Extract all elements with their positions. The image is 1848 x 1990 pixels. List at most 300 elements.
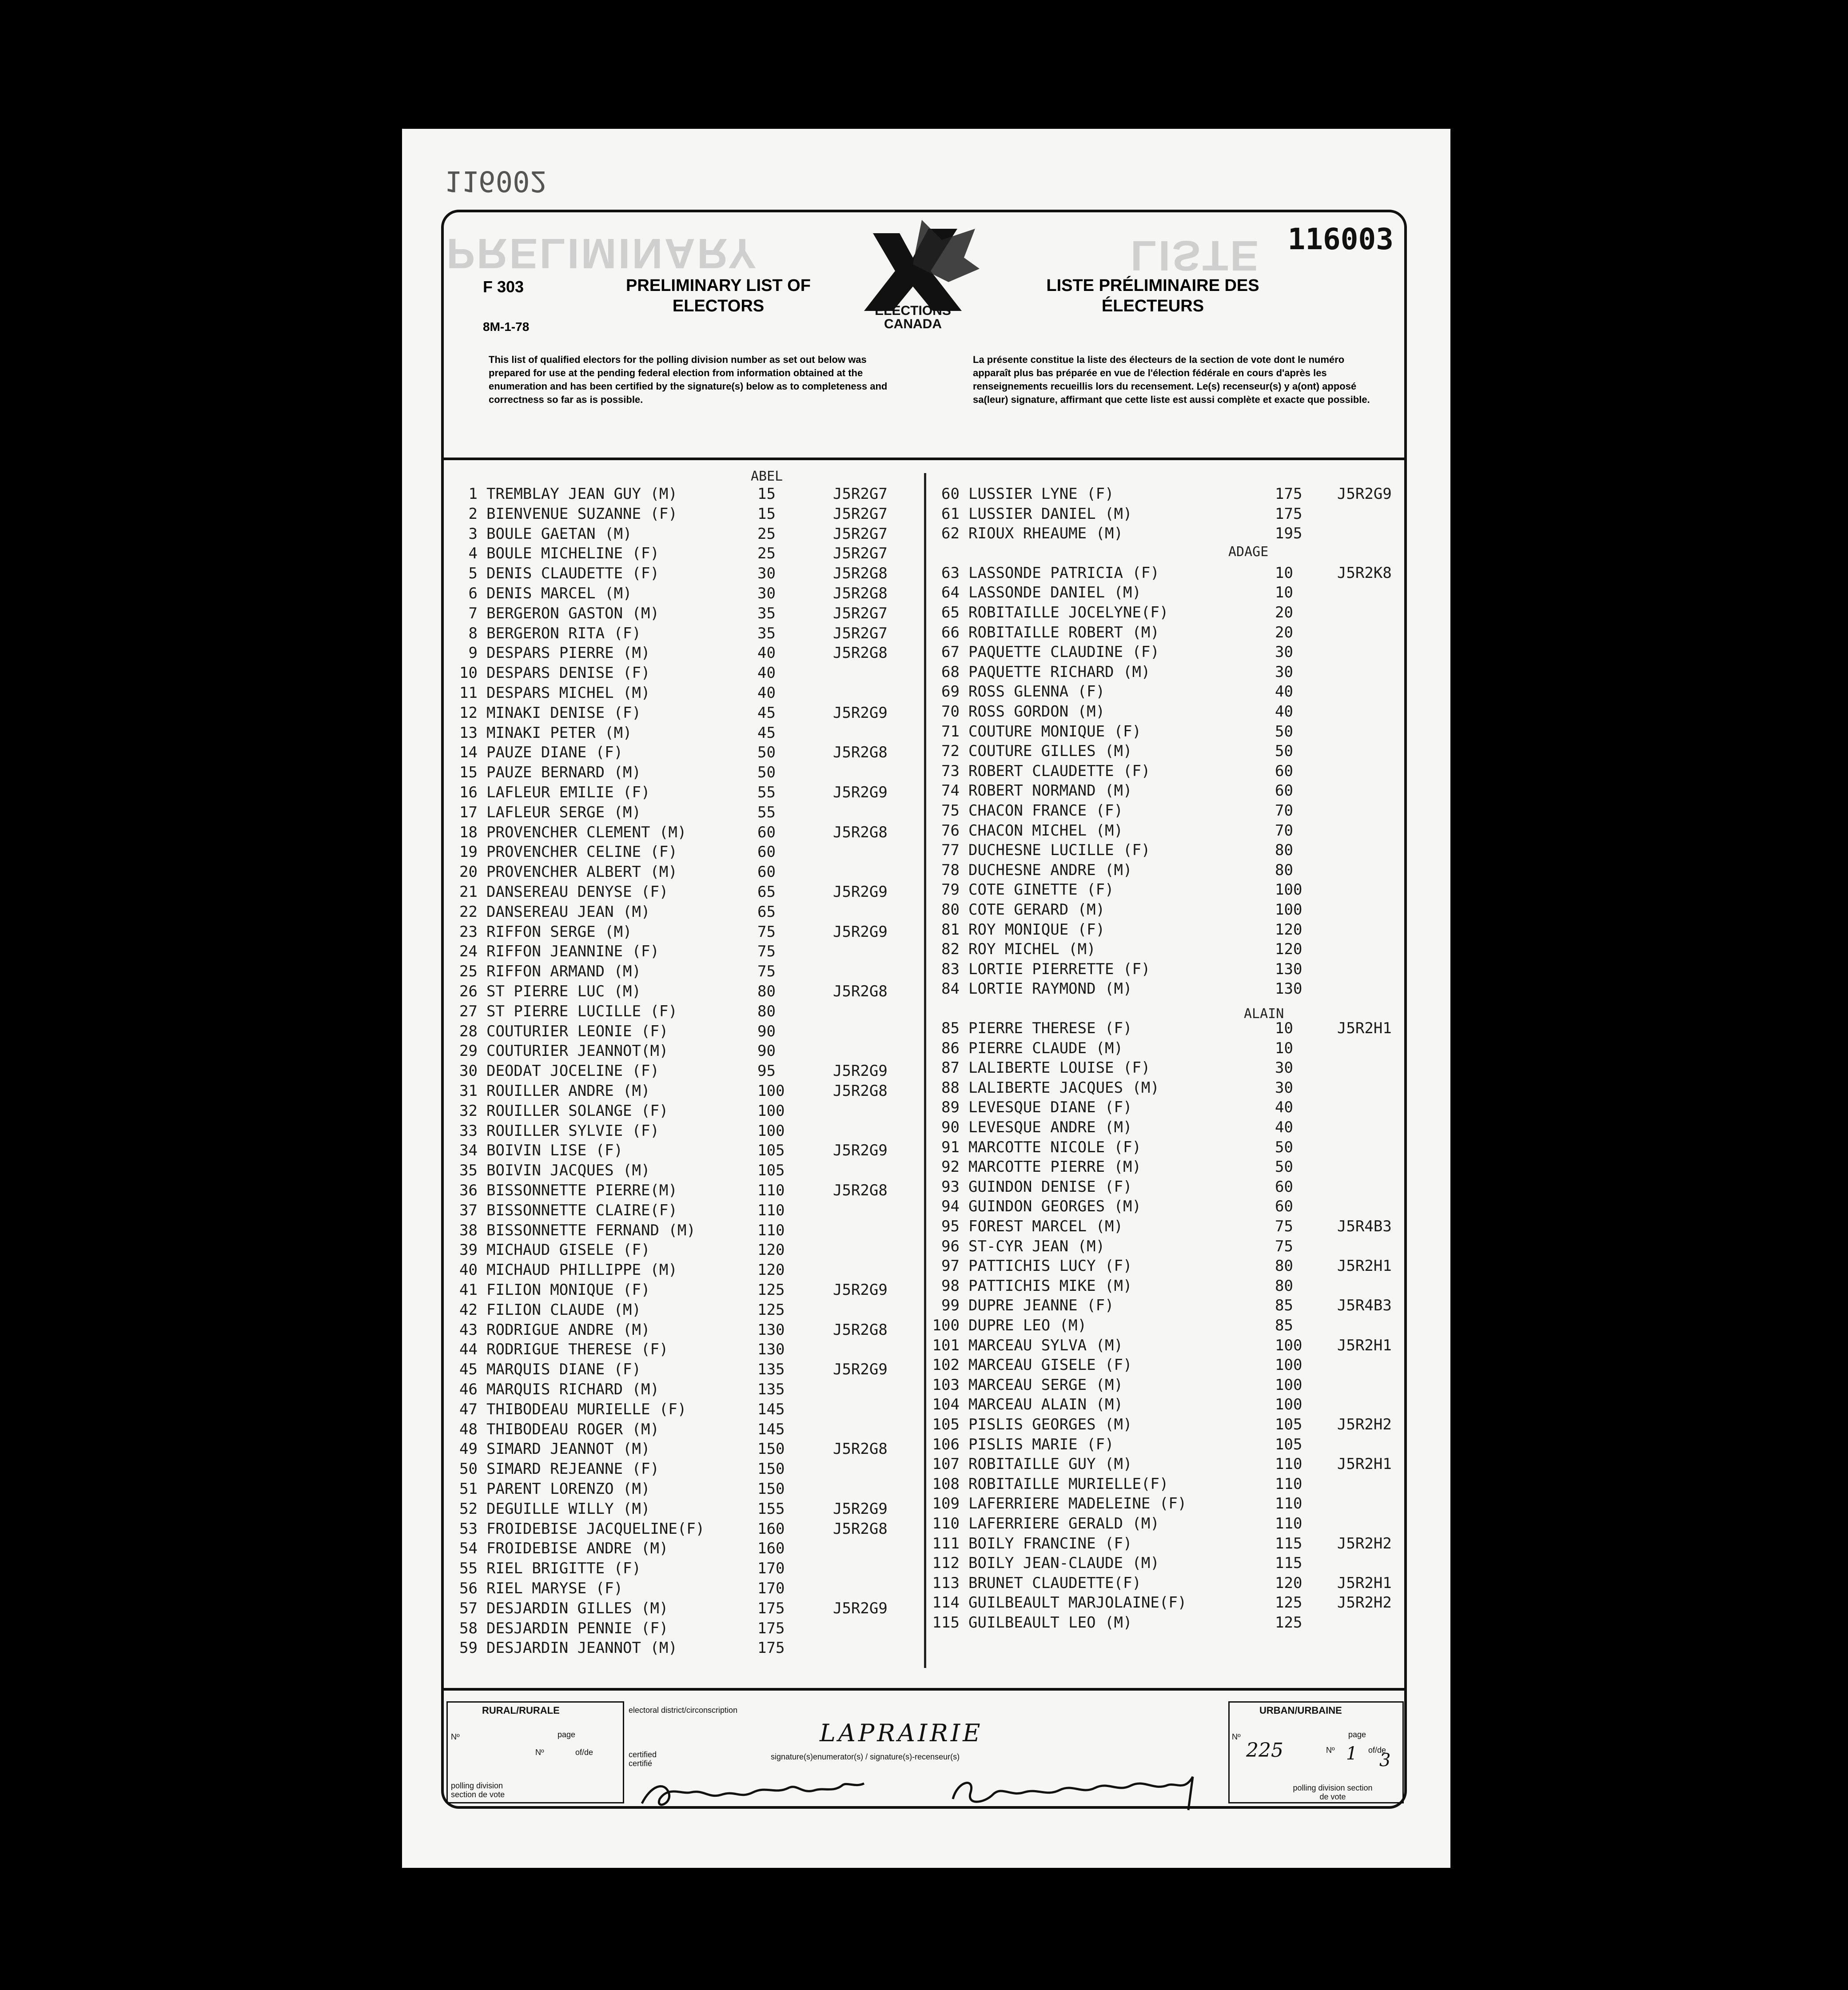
elector-address: 115	[1275, 1534, 1302, 1552]
elector-name: DANSEREAU DENYSE (F)	[486, 883, 669, 901]
elector-number: 49	[459, 1440, 478, 1458]
elector-number: 76	[941, 821, 960, 840]
elector-postal-code: J5R4B3	[1337, 1297, 1392, 1315]
elector-name: RIEL MARYSE (F)	[486, 1580, 623, 1597]
elector-name: GUINDON GEORGES (M)	[968, 1198, 1141, 1216]
elector-row	[446, 1061, 917, 1081]
elector-postal-code: J5R2G7	[833, 545, 888, 563]
elector-row	[446, 1619, 917, 1638]
elector-name: BOULE MICHELINE (F)	[486, 545, 659, 563]
elector-address: 35	[757, 604, 776, 622]
elector-postal-code: J5R2H1	[1337, 1019, 1392, 1037]
elector-address: 60	[1275, 762, 1293, 780]
elector-name: DEGUILLE WILLY (M)	[486, 1500, 650, 1518]
elector-number: 50	[459, 1460, 478, 1478]
elector-number: 98	[941, 1277, 960, 1295]
elector-address: 75	[1275, 1218, 1293, 1235]
elector-row	[446, 524, 917, 544]
elector-name: ROBITAILLE GUY (M)	[968, 1455, 1132, 1473]
serial-number-mirrored: 116002	[444, 164, 547, 197]
elector-number: 54	[459, 1540, 478, 1558]
elector-row	[928, 682, 1404, 701]
elector-address: 15	[757, 485, 776, 503]
elector-row	[446, 1579, 917, 1598]
elector-row	[928, 1593, 1404, 1612]
elector-row	[928, 504, 1404, 524]
elector-number: 61	[941, 505, 960, 523]
elector-number: 91	[941, 1138, 960, 1156]
elector-name: FILION MONIQUE (F)	[486, 1281, 650, 1299]
elector-address: 95	[757, 1062, 776, 1080]
elector-postal-code: J5R2G7	[833, 485, 888, 503]
elector-row	[446, 743, 917, 762]
elector-address: 100	[1275, 881, 1302, 899]
elector-number: 92	[941, 1158, 960, 1176]
elector-name: FROIDEBISE ANDRE (M)	[486, 1540, 669, 1558]
urban-page-no-label: Nº	[1326, 1746, 1335, 1755]
urban-page-label: page	[1348, 1730, 1366, 1739]
elector-row	[446, 1519, 917, 1539]
elector-row	[928, 1276, 1404, 1296]
elector-address: 30	[1275, 1059, 1293, 1077]
elector-address: 40	[757, 644, 776, 662]
elector-address: 100	[1275, 1376, 1302, 1394]
elector-name: BERGERON RITA (F)	[486, 624, 641, 642]
elector-name: BISSONNETTE CLAIRE(F)	[486, 1201, 677, 1219]
elector-postal-code: J5R2G7	[833, 505, 888, 523]
elector-address: 50	[1275, 742, 1293, 760]
elector-row	[446, 763, 917, 782]
street-heading-abel: ABEL	[751, 469, 783, 484]
elector-row	[928, 939, 1404, 959]
column-divider	[924, 473, 926, 1668]
elector-number: 88	[941, 1079, 960, 1097]
elector-number: 78	[941, 861, 960, 879]
elector-name: PROVENCHER CLEMENT (M)	[486, 823, 687, 841]
elector-number: 4	[468, 545, 478, 563]
elector-address: 50	[1275, 1158, 1293, 1176]
elector-name: COUTURIER LEONIE (F)	[486, 1022, 669, 1040]
elector-number: 15	[459, 764, 478, 782]
elector-number: 75	[941, 802, 960, 820]
elector-row	[928, 1217, 1404, 1236]
elector-row	[928, 524, 1404, 543]
elector-row	[446, 1002, 917, 1021]
rural-no-label: Nº	[451, 1732, 460, 1741]
elector-name: BISSONNETTE FERNAND (M)	[486, 1221, 696, 1239]
elector-name: LEVESQUE ANDRE (M)	[968, 1118, 1132, 1136]
elector-number: 35	[459, 1162, 478, 1180]
elector-name: ROSS GORDON (M)	[968, 703, 1105, 720]
elector-address: 80	[1275, 861, 1293, 879]
elector-row	[928, 603, 1404, 622]
elector-row	[928, 1256, 1404, 1276]
elector-address: 50	[757, 764, 776, 782]
elector-number: 53	[459, 1520, 478, 1538]
elector-address: 125	[757, 1301, 785, 1319]
elector-name: MINAKI PETER (M)	[486, 724, 632, 742]
elector-number: 31	[459, 1082, 478, 1100]
elector-address: 110	[757, 1182, 785, 1199]
elector-postal-code: J5R2G8	[833, 565, 888, 583]
elector-number: 106	[932, 1435, 960, 1453]
elector-row	[446, 1101, 917, 1121]
elector-row	[446, 1479, 917, 1499]
elector-name: PISLIS GEORGES (M)	[968, 1416, 1132, 1433]
elector-name: DUCHESNE LUCILLE (F)	[968, 841, 1151, 860]
elector-number: 36	[459, 1182, 478, 1199]
elector-number: 7	[468, 604, 478, 622]
elector-address: 25	[757, 525, 776, 543]
elector-name: DENIS MARCEL (M)	[486, 585, 632, 602]
elector-name: ROBERT NORMAND (M)	[968, 782, 1132, 800]
elector-number: 52	[459, 1500, 478, 1518]
elector-row	[928, 1019, 1404, 1038]
elector-address: 10	[1275, 584, 1293, 602]
elector-row	[928, 1316, 1404, 1335]
elector-address: 155	[757, 1500, 785, 1518]
elector-name: ROBITAILLE MURIELLE(F)	[968, 1475, 1169, 1493]
elector-name: BOULE GAETAN (M)	[486, 525, 632, 543]
elector-address: 120	[757, 1241, 785, 1259]
elector-number: 19	[459, 843, 478, 861]
elector-postal-code: J5R2G9	[833, 1142, 888, 1160]
elector-address: 120	[1275, 920, 1302, 939]
elector-row	[928, 1058, 1404, 1078]
elector-name: DUPRE JEANNE (F)	[968, 1297, 1114, 1315]
rural-page-no-label: Nº	[535, 1748, 544, 1757]
rural-polling-label: polling division section de vote	[451, 1781, 505, 1799]
elector-row	[446, 1161, 917, 1180]
elector-name: PAQUETTE CLAUDINE (F)	[968, 643, 1159, 661]
elector-address: 55	[757, 784, 776, 801]
elector-address: 145	[757, 1400, 785, 1418]
elector-number: 105	[932, 1416, 960, 1433]
elector-number: 101	[932, 1336, 960, 1354]
elector-name: THIBODEAU ROGER (M)	[486, 1420, 659, 1438]
elector-address: 100	[757, 1102, 785, 1120]
elector-postal-code: J5R2G9	[833, 1500, 888, 1518]
elector-number: 33	[459, 1122, 478, 1140]
elector-number: 80	[941, 901, 960, 919]
elector-address: 130	[1275, 960, 1302, 978]
elector-postal-code: J5R2G9	[833, 1599, 888, 1617]
elector-row	[928, 900, 1404, 919]
elector-name: DESJARDIN GILLES (M)	[486, 1599, 669, 1617]
elector-address: 195	[1275, 525, 1302, 543]
elector-address: 125	[757, 1281, 785, 1299]
elector-number: 62	[941, 525, 960, 543]
elector-address: 130	[757, 1321, 785, 1339]
elector-name: DESPARS PIERRE (M)	[486, 644, 650, 662]
elector-postal-code: J5R2G7	[833, 604, 888, 622]
elector-name: GUILBEAULT LEO (M)	[968, 1614, 1132, 1632]
elector-name: TREMBLAY JEAN GUY (M)	[486, 485, 677, 503]
page-of-value: 3	[1379, 1750, 1391, 1771]
elector-row	[928, 761, 1404, 781]
elector-name: FILION CLAUDE (M)	[486, 1301, 641, 1319]
elector-number: 79	[941, 881, 960, 899]
elector-address: 110	[1275, 1495, 1302, 1513]
elector-row	[446, 1499, 917, 1519]
elector-name: ROUILLER ANDRE (M)	[486, 1082, 650, 1100]
elector-row	[446, 1559, 917, 1578]
elector-number: 28	[459, 1022, 478, 1040]
elector-address: 115	[1275, 1554, 1302, 1572]
street-heading-alain: ALAIN	[1244, 1006, 1284, 1022]
elector-number: 41	[459, 1281, 478, 1299]
title-english: PRELIMINARY LIST OF ELECTORS	[626, 276, 811, 315]
elector-address: 110	[757, 1221, 785, 1239]
elector-name: MARCEAU GISELE (F)	[968, 1356, 1132, 1374]
elector-number: 24	[459, 943, 478, 961]
elector-name: ROY MICHEL (M)	[968, 940, 1096, 959]
elector-address: 105	[1275, 1416, 1302, 1433]
elector-name: DANSEREAU JEAN (M)	[486, 903, 650, 921]
elector-address: 40	[757, 664, 776, 682]
elector-name: DESJARDIN PENNIE (F)	[486, 1619, 669, 1637]
elector-row	[446, 1300, 917, 1320]
elector-name: PIERRE THERESE (F)	[968, 1019, 1132, 1037]
elector-number: 12	[459, 704, 478, 722]
elector-address: 60	[1275, 782, 1293, 800]
elector-name: LALIBERTE JACQUES (M)	[968, 1079, 1159, 1097]
elector-address: 40	[1275, 683, 1293, 701]
document-page	[402, 129, 1450, 1868]
elector-address: 135	[757, 1381, 785, 1398]
elector-postal-code: J5R2G8	[833, 1440, 888, 1458]
elector-row	[928, 880, 1404, 899]
elector-address: 105	[1275, 1435, 1302, 1453]
elector-number: 102	[932, 1356, 960, 1374]
elector-number: 74	[941, 782, 960, 800]
elector-address: 125	[1275, 1594, 1302, 1612]
elector-row	[928, 1553, 1404, 1573]
elector-row	[446, 803, 917, 822]
elector-number: 100	[932, 1317, 960, 1334]
elector-number: 82	[941, 940, 960, 959]
elector-row	[928, 484, 1404, 504]
elector-name: GUILBEAULT MARJOLAINE(F)	[968, 1594, 1187, 1612]
elector-name: ROBITAILLE JOCELYNE(F)	[968, 604, 1169, 621]
urban-polling-label: polling division section de vote	[1293, 1783, 1373, 1801]
elector-number: 25	[459, 963, 478, 981]
elector-address: 170	[757, 1580, 785, 1597]
elector-name: RIOUX RHEAUME (M)	[968, 525, 1123, 543]
elector-number: 10	[459, 664, 478, 682]
elector-address: 65	[757, 883, 776, 901]
elector-address: 60	[1275, 1178, 1293, 1196]
elector-row	[928, 801, 1404, 820]
elector-address: 50	[1275, 722, 1293, 740]
elector-row	[928, 1534, 1404, 1553]
elector-number: 96	[941, 1237, 960, 1255]
elector-name: BISSONNETTE PIERRE(M)	[486, 1182, 677, 1199]
elector-name: RIFFON SERGE (M)	[486, 923, 632, 941]
elector-number: 94	[941, 1198, 960, 1216]
elector-address: 80	[1275, 841, 1293, 860]
elector-address: 75	[757, 943, 776, 961]
elector-address: 80	[1275, 1257, 1293, 1275]
district-label: electoral district/circonscription	[629, 1706, 738, 1715]
elector-name: MARQUIS DIANE (F)	[486, 1361, 641, 1379]
elector-address: 110	[757, 1201, 785, 1219]
elector-number: 77	[941, 841, 960, 860]
elector-address: 105	[757, 1162, 785, 1180]
elector-row	[928, 959, 1404, 979]
elector-postal-code: J5R2G8	[833, 1321, 888, 1339]
elector-number: 89	[941, 1098, 960, 1117]
elector-name: ROBERT CLAUDETTE (F)	[968, 762, 1151, 780]
elector-name: COUTURE MONIQUE (F)	[968, 722, 1141, 740]
elector-number: 112	[932, 1554, 960, 1572]
elector-name: SIMARD REJEANNE (F)	[486, 1460, 659, 1478]
elector-number: 39	[459, 1241, 478, 1259]
elector-name: RIFFON JEANNINE (F)	[486, 943, 659, 961]
elector-row	[446, 1459, 917, 1479]
elector-address: 90	[757, 1022, 776, 1040]
elector-name: MICHAUD PHILLIPPE (M)	[486, 1261, 677, 1279]
elector-row	[446, 1081, 917, 1101]
elector-name: BERGERON GASTON (M)	[486, 604, 659, 622]
elector-name: MICHAUD GISELE (F)	[486, 1241, 650, 1259]
elector-row	[928, 1078, 1404, 1098]
elector-name: LAFERRIERE MADELEINE (F)	[968, 1495, 1187, 1513]
elector-address: 85	[1275, 1317, 1293, 1334]
elector-name: RODRIGUE THERESE (F)	[486, 1341, 669, 1359]
elector-row	[446, 1041, 917, 1061]
elector-number: 2	[468, 505, 478, 523]
elector-postal-code: J5R2G8	[833, 644, 888, 662]
elector-address: 145	[757, 1420, 785, 1438]
elector-row	[928, 1415, 1404, 1434]
elector-number: 48	[459, 1420, 478, 1438]
elector-number: 14	[459, 744, 478, 762]
elector-number: 109	[932, 1495, 960, 1513]
footer-divider	[441, 1688, 1407, 1691]
elector-name: PARENT LORENZO (M)	[486, 1480, 650, 1498]
elector-address: 50	[757, 744, 776, 762]
elector-row	[928, 920, 1404, 939]
elector-number: 32	[459, 1102, 478, 1120]
elector-name: RIFFON ARMAND (M)	[486, 963, 641, 981]
ghost-title-right: LISTE	[1131, 232, 1261, 279]
elector-name: LAFERRIERE GERALD (M)	[968, 1515, 1159, 1532]
elector-row	[446, 902, 917, 922]
elector-address: 60	[757, 823, 776, 841]
elector-number: 27	[459, 1002, 478, 1020]
elector-postal-code: J5R2G9	[833, 704, 888, 722]
elector-row	[928, 623, 1404, 642]
elector-address: 60	[757, 843, 776, 861]
elector-address: 10	[1275, 564, 1293, 582]
signature-label: signature(s)enumerator(s) / signature(s)-recenseur(s)	[771, 1752, 960, 1761]
elector-postal-code: J5R2H2	[1337, 1594, 1392, 1612]
elector-name: PAUZE BERNARD (M)	[486, 764, 641, 782]
elector-number: 21	[459, 883, 478, 901]
elector-name: FROIDEBISE JACQUELINE(F)	[486, 1520, 705, 1538]
elector-name: CHACON FRANCE (F)	[968, 802, 1123, 820]
rural-page-label: page	[558, 1730, 576, 1739]
elector-postal-code: J5R2G9	[1337, 485, 1392, 503]
elector-number: 40	[459, 1261, 478, 1279]
elector-address: 125	[1275, 1614, 1302, 1632]
elector-number: 66	[941, 623, 960, 641]
elector-row	[446, 584, 917, 603]
elector-number: 34	[459, 1142, 478, 1160]
elector-name: BOILY FRANCINE (F)	[968, 1534, 1132, 1552]
elector-row	[446, 624, 917, 643]
elector-name: PROVENCHER CELINE (F)	[486, 843, 677, 861]
elector-number: 73	[941, 762, 960, 780]
elector-address: 70	[1275, 821, 1293, 840]
elector-row	[446, 683, 917, 703]
elector-address: 10	[1275, 1039, 1293, 1057]
elector-name: COUTURE GILLES (M)	[968, 742, 1132, 760]
elector-row	[928, 821, 1404, 840]
elector-name: DESPARS DENISE (F)	[486, 664, 650, 682]
elector-row	[446, 643, 917, 663]
elector-number: 47	[459, 1400, 478, 1418]
elector-row	[446, 663, 917, 683]
elector-number: 72	[941, 742, 960, 760]
elector-row	[446, 1599, 917, 1618]
header-divider	[441, 458, 1407, 460]
elector-number: 55	[459, 1560, 478, 1578]
elector-number: 6	[468, 585, 478, 602]
elector-address: 90	[757, 1042, 776, 1060]
rural-of-label: of/de	[575, 1748, 593, 1757]
elector-number: 38	[459, 1221, 478, 1239]
elector-postal-code: J5R2G8	[833, 823, 888, 841]
elector-postal-code: J5R2K8	[1337, 564, 1392, 582]
elector-address: 170	[757, 1560, 785, 1578]
elector-row	[928, 741, 1404, 761]
elector-name: ROUILLER SYLVIE (F)	[486, 1122, 659, 1140]
elector-address: 10	[1275, 1019, 1293, 1037]
elector-postal-code: J5R2G9	[833, 883, 888, 901]
elector-row	[446, 942, 917, 961]
elector-number: 23	[459, 923, 478, 941]
intro-english: This list of qualified electors for the polling division number as set out below was prepared for use at the pending federal election from information obtained at the enumeration and has been certified by the signature(s) below as to completeness and correctness so far as is possible.	[489, 354, 888, 405]
polling-division-value: 225	[1246, 1739, 1283, 1762]
elector-row	[928, 1474, 1404, 1494]
elector-number: 60	[941, 485, 960, 503]
elector-number: 95	[941, 1218, 960, 1235]
elector-name: COTE GERARD (M)	[968, 901, 1105, 919]
elector-row	[928, 1296, 1404, 1315]
elector-number: 20	[459, 863, 478, 881]
elector-number: 63	[941, 564, 960, 582]
elector-address: 20	[1275, 623, 1293, 641]
elector-name: BOILY JEAN-CLAUDE (M)	[968, 1554, 1159, 1572]
elector-postal-code: J5R2G9	[833, 1062, 888, 1080]
elector-address: 100	[1275, 1396, 1302, 1414]
elector-number: 103	[932, 1376, 960, 1394]
elector-name: LALIBERTE LOUISE (F)	[968, 1059, 1151, 1077]
elector-number: 43	[459, 1321, 478, 1339]
elector-name: PAQUETTE RICHARD (M)	[968, 663, 1151, 681]
elector-address: 100	[1275, 1336, 1302, 1354]
elector-number: 65	[941, 604, 960, 621]
elector-address: 30	[1275, 663, 1293, 681]
elector-row	[928, 1435, 1404, 1454]
elector-number: 83	[941, 960, 960, 978]
district-value: LAPRAIRIE	[820, 1719, 983, 1747]
elector-address: 40	[1275, 1118, 1293, 1136]
elector-row	[928, 642, 1404, 662]
elector-name: DESJARDIN JEANNOT (M)	[486, 1639, 677, 1657]
